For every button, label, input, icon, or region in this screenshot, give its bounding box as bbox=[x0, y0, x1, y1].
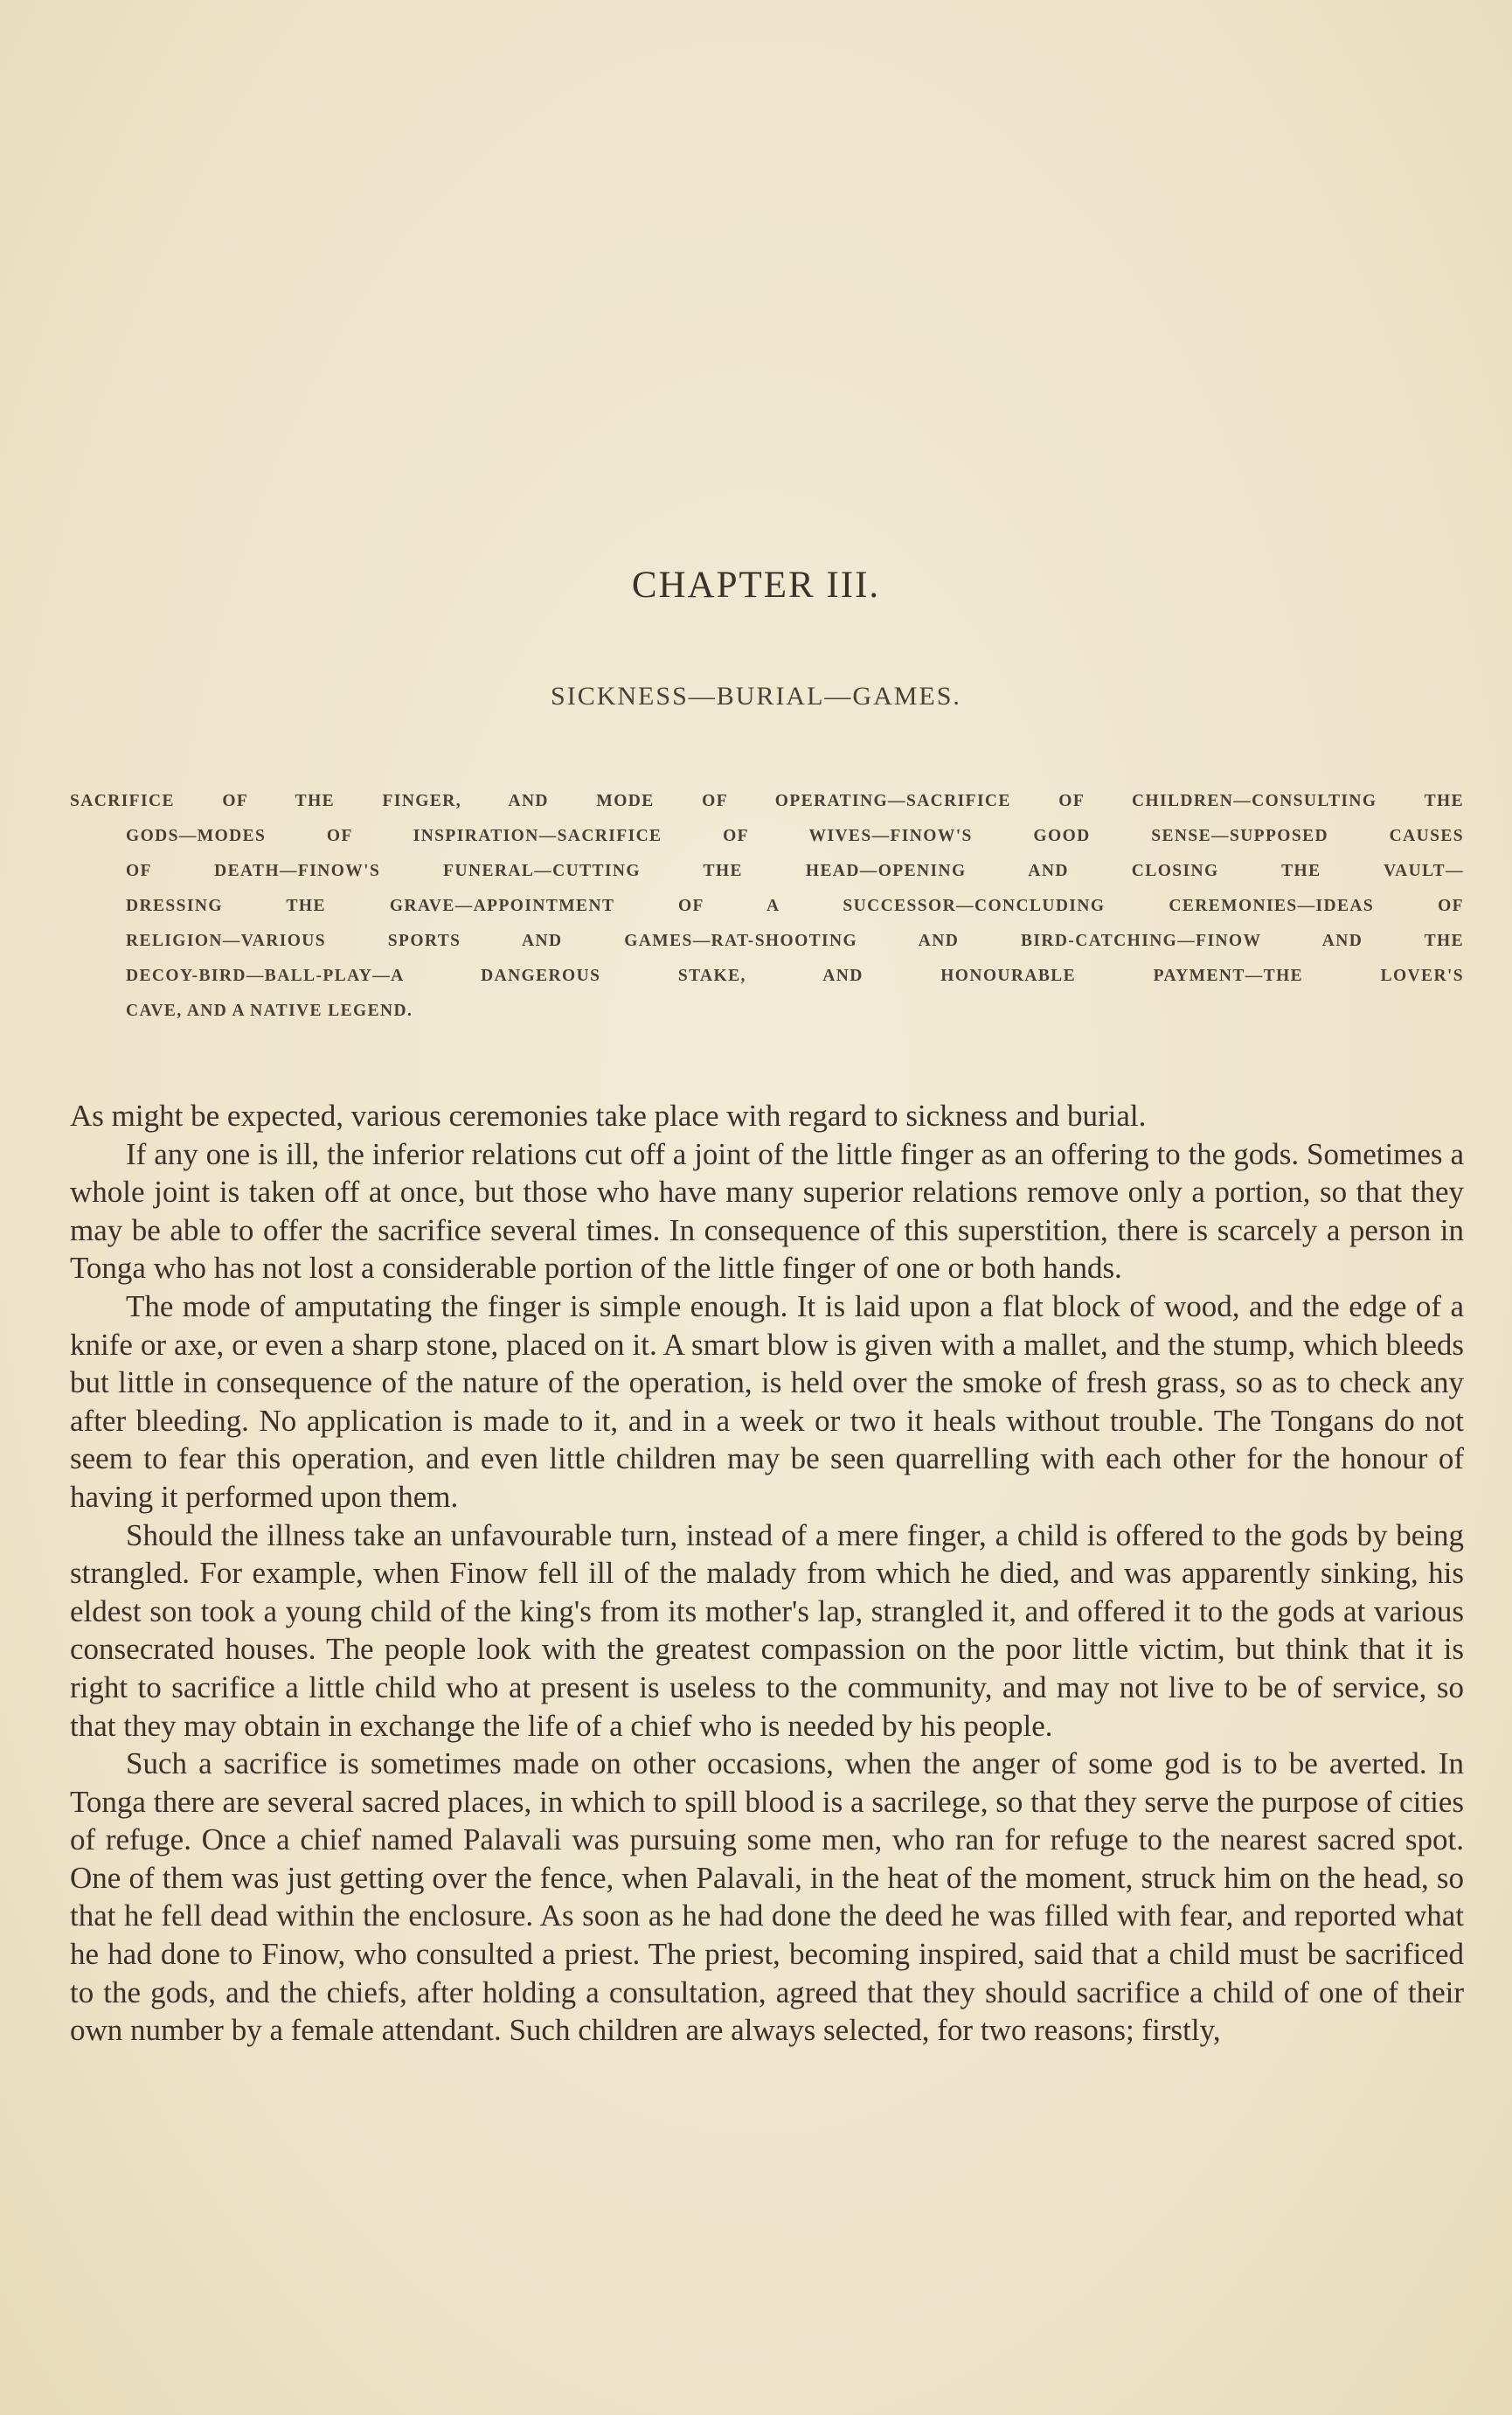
paragraph: As might be expected, various ceremonies take place with regard to sickness and burial. bbox=[70, 1099, 1147, 1133]
paragraph: Should the illness take an unfavourable turn, instead of a mere finger, a child is offered to the gods by being strangled. For example, when Finow fell ill of the malady from which he died, and was apparently sinking, his eldest son took a young child of the king's from its mother's lap, strangled it, and offered it to the gods at various consecrated houses. The people look with the greatest compassion on the poor little victim, but think that it is right to sacrifice a little child who at present is useless to the community, and may not live to be of service, so that they may obtain in exchange the life of a chief who is needed by his people. bbox=[70, 1517, 1464, 1743]
chapter-title: CHAPTER III. bbox=[631, 565, 881, 606]
paragraph: If any one is ill, the inferior relations cut off a joint of the little finger as an offering to the gods. Sometimes a whole joint is taken off at once, but those who have many superior relations remove only a portion, so that they may be able to offer the sacrifice several times. In consequence of this superstition, there is scarcely a person in Tonga who has not lost a considerable portion of the little finger of one or both hands. bbox=[70, 1136, 1464, 1286]
synopsis-line: GODS—MODES OF INSPIRATION—SACRIFICE OF WIVES—FINOW'S GOOD SENSE—SUPPOSED CAUSES bbox=[126, 827, 1464, 845]
paragraph: Such a sacrifice is sometimes made on other occasions, when the anger of some god is to be averted. In Tonga there are several sacred places, in which to spill blood is a sacrilege, so that they serve the purpose of cities of refuge. Once a chief named Palavali was pursuing some men, who ran for refuge to the nearest sacred spot. One of them was just getting over the fence, when Palavali, in the heat of the moment, struck him on the head, so that he fell dead within the enclosure. As soon as he had done the deed he was filled with fear, and reported what he had done to Finow, who consulted a priest. The priest, becoming inspired, said that a child must be sacrificed to the gods, and the chiefs, after holding a consultation, agreed that they should sacrifice a child of one of their own number by a female attendant. Such children are always selected, for two reasons; firstly, bbox=[70, 1746, 1464, 2048]
chapter-subtitle: SICKNESS—BURIAL—GAMES. bbox=[551, 682, 961, 711]
synopsis-line: CAVE, AND A NATIVE LEGEND. bbox=[126, 1002, 413, 1020]
synopsis-line: RELIGION—VARIOUS SPORTS AND GAMES—RAT-SHOOTING AND BIRD-CATCHING—FINOW AND THE bbox=[126, 932, 1464, 950]
synopsis-line: DRESSING THE GRAVE—APPOINTMENT OF A SUCCESSOR—CONCLUDING CEREMONIES—IDEAS OF bbox=[126, 897, 1464, 915]
synopsis-line: DECOY-BIRD—BALL-PLAY—A DANGEROUS STAKE, AND HONOURABLE PAYMENT—THE LOVER'S bbox=[126, 967, 1464, 985]
synopsis-line: OF DEATH—FINOW'S FUNERAL—CUTTING THE HEAD—OPENING AND CLOSING THE VAULT— bbox=[126, 862, 1464, 880]
synopsis-line: SACRIFICE OF THE FINGER, AND MODE OF OPERATING—SACRIFICE OF CHILDREN—CONSULTING THE bbox=[70, 792, 1464, 810]
body-text bbox=[70, 1097, 1464, 2050]
paragraph: The mode of amputating the finger is simple enough. It is laid upon a flat block of wood, and the edge of a knife or axe, or even a sharp stone, placed on it. A smart blow is given with a mallet, and the stump, which bleeds but little in consequence of the nature of the operation, is held over the smoke of fresh grass, so as to check any after bleeding. No application is made to it, and in a week or two it heals without trouble. The Tongans do not seem to fear this operation, and even little children may be seen quarrelling with each other for the honour of having it performed upon them. bbox=[70, 1288, 1464, 1514]
chapter-synopsis bbox=[70, 784, 1464, 1029]
